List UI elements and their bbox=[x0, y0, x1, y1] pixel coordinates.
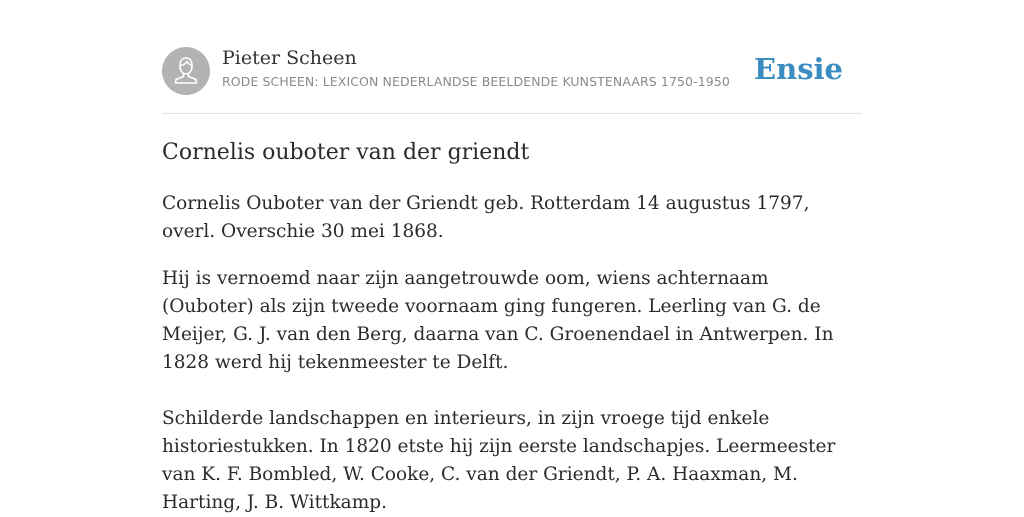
user-icon bbox=[162, 47, 210, 95]
author-name[interactable]: Pieter Scheen bbox=[222, 47, 357, 69]
ensie-logo[interactable]: Ensie bbox=[754, 52, 843, 86]
header-divider bbox=[162, 113, 862, 114]
article-title: Cornelis ouboter van der griendt bbox=[162, 140, 530, 165]
source-title[interactable]: RODE SCHEEN: LEXICON NEDERLANDSE BEELDENDE KUNSTENAARS 1750-1950 bbox=[222, 74, 730, 89]
article-paragraph: Hij is vernoemd naar zijn aangetrouwde oom, wiens achternaam (Ouboter) als zijn tweede voornaam ging fungeren. Leerling van G. de Meijer, G. J. van den Berg, daarna van C. Groenendael in Antwerpen. In 1828 werd hij tekenmeester te Delft. bbox=[162, 268, 834, 373]
author-avatar[interactable] bbox=[162, 47, 210, 95]
article-paragraph: Cornelis Ouboter van der Griendt geb. Rotterdam 14 augustus 1797, overl. Overschie 30 mei 1868. bbox=[162, 193, 810, 242]
article-paragraph: Schilderde landschappen en interieurs, in zijn vroege tijd enkele historiestukken. In 1820 etste hij zijn eerste landschapjes. Leermeester van K. F. Bombled, W. Cooke, C. van der Griendt, P. A. Haaxman, M. Harting, J. B. Wittkamp. bbox=[162, 408, 836, 513]
author-header bbox=[162, 46, 862, 96]
